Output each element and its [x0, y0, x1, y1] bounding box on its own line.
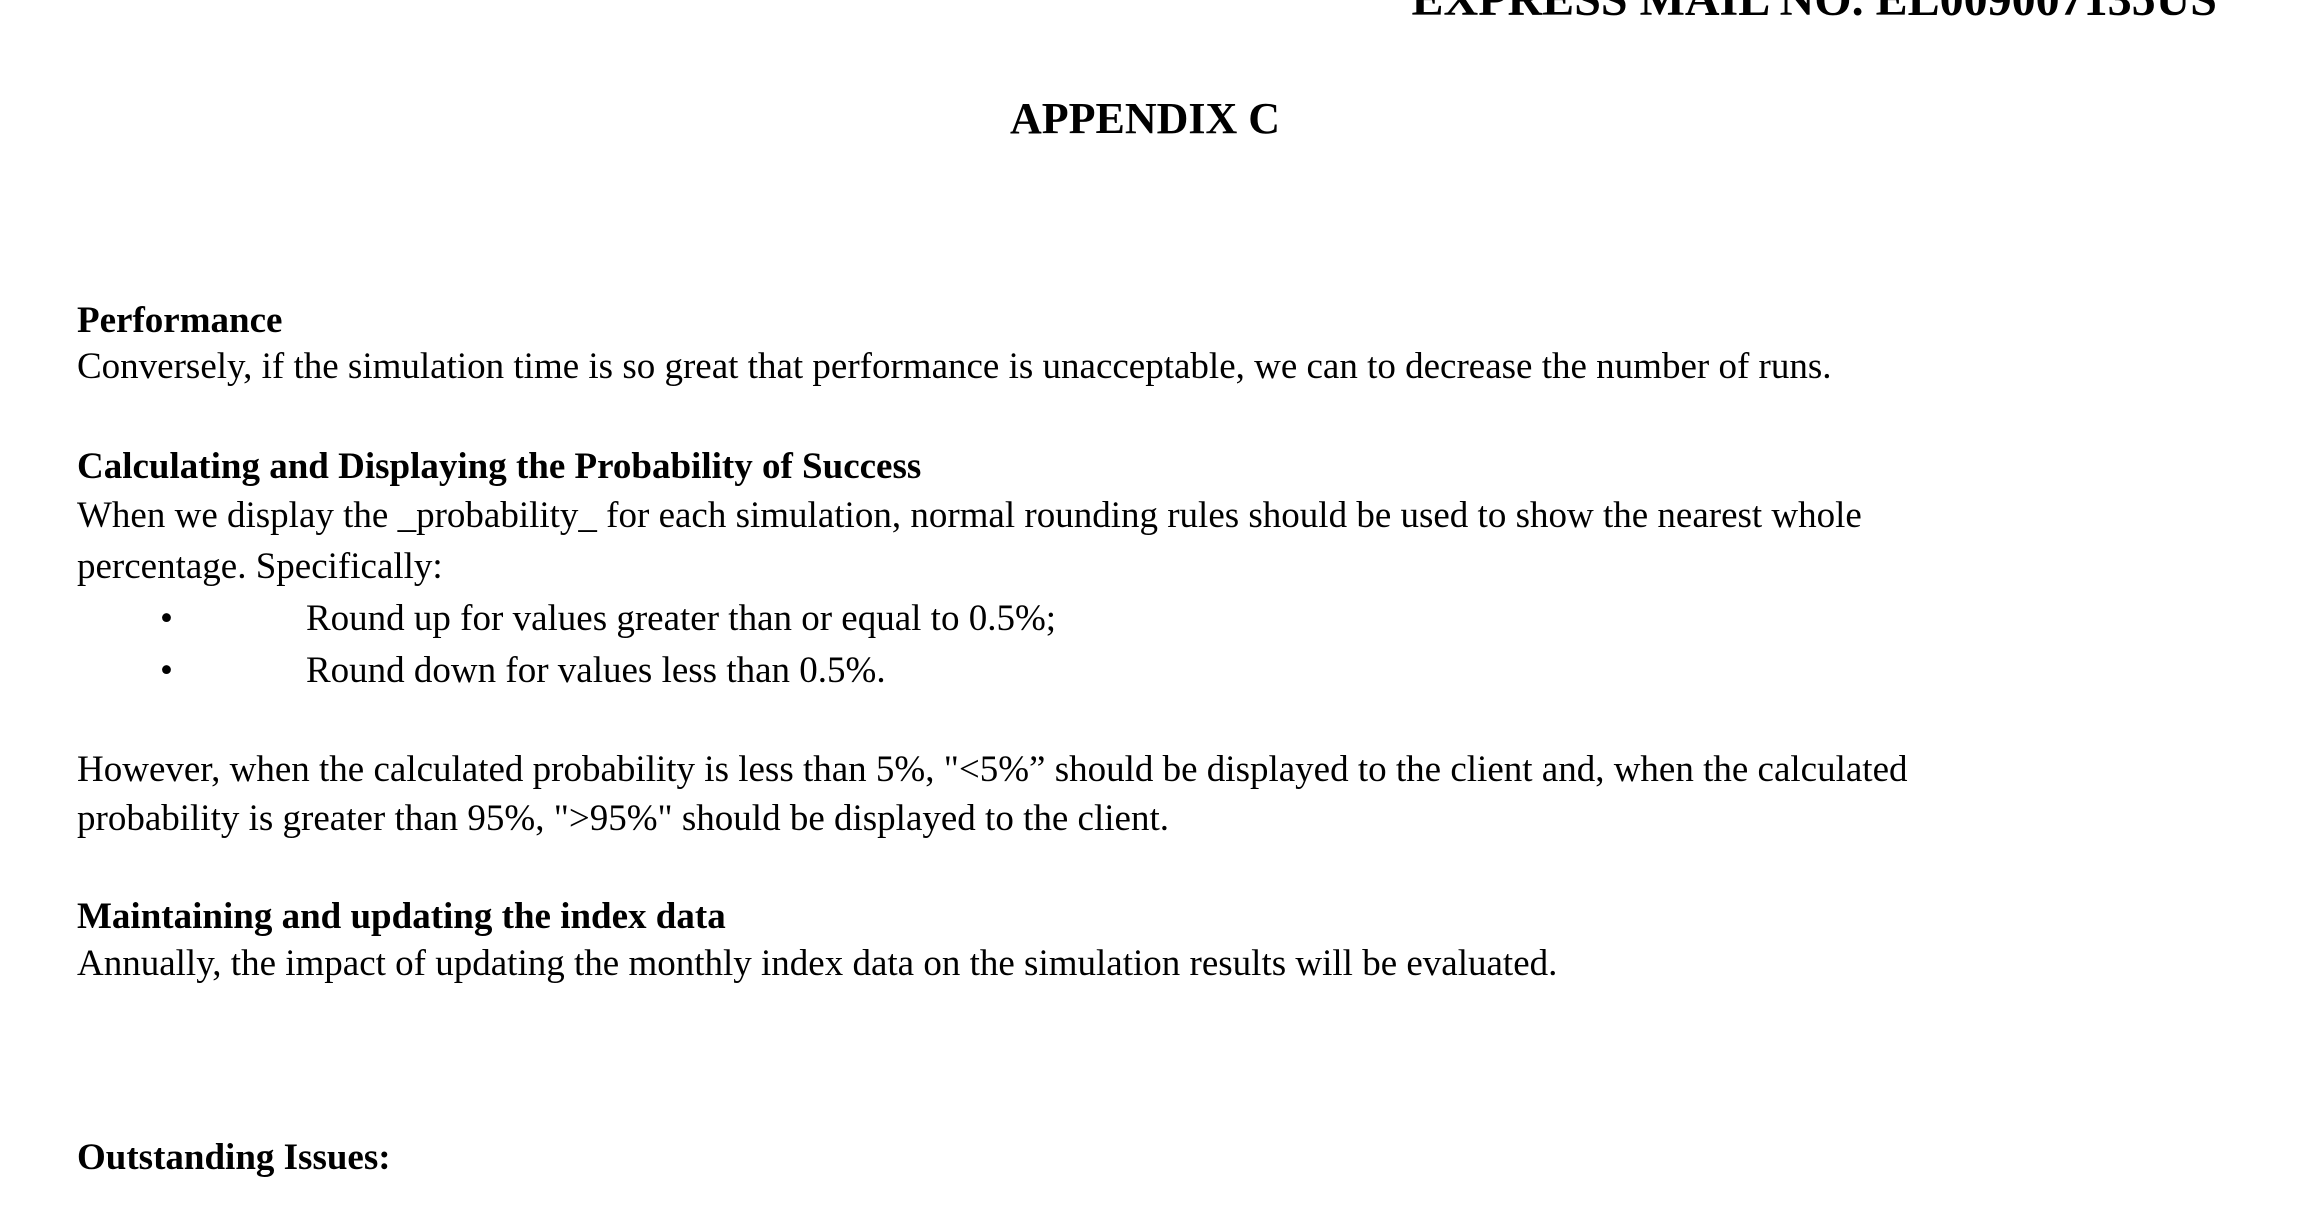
paragraph-line: However, when the calculated probability is less than 5%, "<5%” should be displayed to the client and, when the calculated [77, 748, 1908, 792]
section-heading-index-data: Maintaining and updating the index data [77, 895, 726, 939]
bullet-icon: • [160, 597, 173, 641]
bullet-item: Round up for values greater than or equal to 0.5%; [306, 597, 1056, 641]
page-title: APPENDIX C [0, 94, 2290, 144]
bullet-icon: • [160, 649, 173, 693]
paragraph-line: Annually, the impact of updating the monthly index data on the simulation results will be evaluated. [77, 942, 1557, 986]
express-mail-header [1412, 0, 2217, 28]
paragraph-line: probability is greater than 95%, ">95%" should be displayed to the client. [77, 797, 1169, 841]
bullet-item: Round down for values less than 0.5%. [306, 649, 886, 693]
paragraph-line: percentage. Specifically: [77, 545, 443, 589]
section-heading-performance: Performance [77, 299, 282, 343]
section-heading-probability: Calculating and Displaying the Probability of Success [77, 445, 921, 489]
section-heading-outstanding-issues: Outstanding Issues: [77, 1136, 391, 1180]
paragraph-line: Conversely, if the simulation time is so great that performance is unacceptable, we can to decrease the number of runs. [77, 345, 1831, 389]
paragraph-line: When we display the _probability_ for each simulation, normal rounding rules should be used to show the nearest whole [77, 494, 1862, 538]
